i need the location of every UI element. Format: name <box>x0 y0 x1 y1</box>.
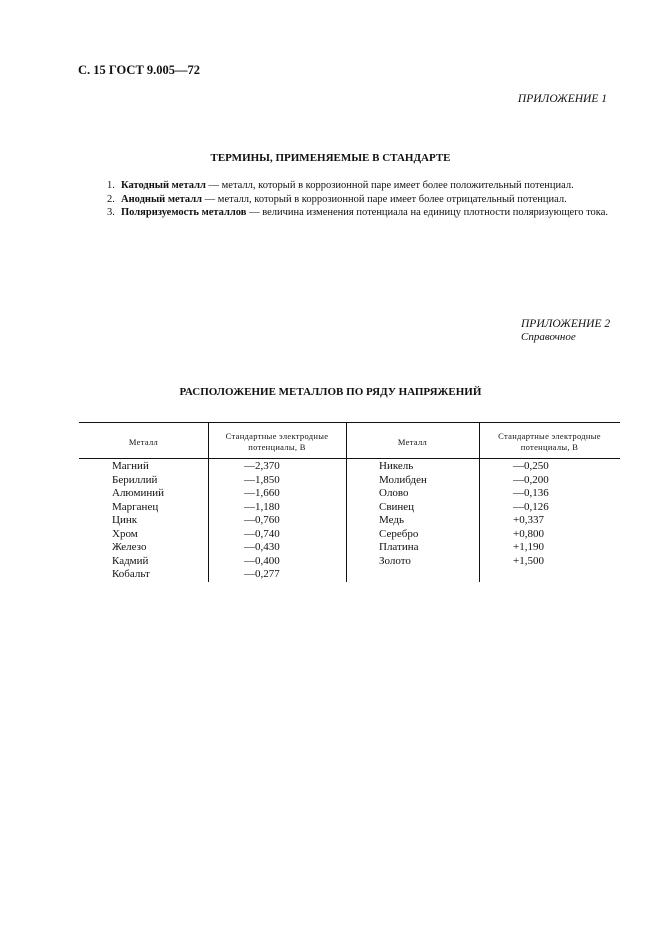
term-number: 1. <box>107 180 115 191</box>
potential-value: —0,136 <box>513 487 549 499</box>
potential-value: —2,370 <box>244 460 280 472</box>
potential-value: +0,337 <box>513 514 544 526</box>
metal-name: Золото <box>379 554 411 567</box>
table-header-rule <box>79 458 620 459</box>
terms-title: ТЕРМИНЫ, ПРИМЕНЯЕМЫЕ В СТАНДАРТЕ <box>210 152 451 164</box>
potential-value: +1,190 <box>513 541 544 553</box>
appendix-2-note: Справочное <box>521 331 576 343</box>
metal-name: Платина <box>379 541 419 553</box>
term-number: 3. <box>107 207 115 218</box>
appendix-2-label: ПРИЛОЖЕНИЕ 2 <box>521 318 611 330</box>
term-number: 2. <box>107 193 115 205</box>
potential-value: —0,760 <box>244 514 280 526</box>
metal-name: Марганец <box>112 500 159 513</box>
metal-name: Кобальт <box>112 568 150 580</box>
potential-value: —0,126 <box>513 500 549 513</box>
potential-value: —0,250 <box>513 460 549 472</box>
appendix-1-label: ПРИЛОЖЕНИЕ 1 <box>517 93 607 105</box>
header-metal-left: Металл <box>128 436 159 447</box>
potential-value: +0,800 <box>513 527 544 540</box>
term-item <box>107 206 608 220</box>
header-potential-left: Стандартные электродные потенциалы, В <box>225 431 329 452</box>
potential-value: —1,180 <box>244 500 280 513</box>
metal-name: Хром <box>112 527 138 540</box>
metal-name: Бериллий <box>112 473 158 486</box>
voltage-series-table <box>79 422 620 582</box>
left-potential-column <box>244 460 280 582</box>
right-potential-column <box>513 460 549 568</box>
metal-name: Серебро <box>379 527 419 540</box>
metal-name: Магний <box>112 460 149 472</box>
term-item <box>107 193 608 207</box>
page-header: С. 15 ГОСТ 9.005—72 <box>78 63 201 77</box>
right-metal-column <box>379 460 427 568</box>
potential-value: —0,740 <box>244 527 280 540</box>
term-name: Катодный металл <box>121 180 206 191</box>
term-name: Поляризуемость металлов <box>121 207 247 218</box>
potential-value: +1,500 <box>513 554 544 567</box>
appendix-2-label-block <box>521 318 610 344</box>
header-metal-right: Металл <box>397 436 428 447</box>
potential-value: —0,277 <box>244 568 280 580</box>
potential-value: —1,660 <box>244 487 280 499</box>
metal-name: Железо <box>112 541 147 553</box>
potential-value: —1,850 <box>244 473 280 486</box>
table-top-rule <box>79 422 620 423</box>
metal-name: Кадмий <box>112 554 149 567</box>
terms-list <box>107 179 608 220</box>
potential-value: —0,400 <box>244 554 280 567</box>
metal-name: Свинец <box>379 500 415 513</box>
voltage-series-title: РАСПОЛОЖЕНИЕ МЕТАЛЛОВ ПО РЯДУ НАПРЯЖЕНИЙ <box>179 386 482 398</box>
metal-name: Цинк <box>112 514 138 526</box>
term-item <box>107 179 608 193</box>
metal-name: Медь <box>379 514 404 526</box>
metal-name: Алюминий <box>112 487 165 499</box>
term-definition: — металл, который в коррозионной паре имеет более положительный потенциал. <box>205 180 574 191</box>
term-definition: — металл, который в коррозионной паре имеет более отрицательный потенциал. <box>202 193 567 205</box>
metal-name: Никель <box>379 460 414 472</box>
header-potential-right: Стандартные электродные потенциалы, В <box>498 431 601 452</box>
left-metal-column <box>112 460 164 582</box>
potential-value: —0,430 <box>244 541 280 553</box>
term-definition: — величина изменения потенциала на единицу плотности поляризующего тока. <box>246 207 609 218</box>
potential-value: —0,200 <box>513 473 549 486</box>
metal-name: Олово <box>379 487 409 499</box>
metal-name: Молибден <box>379 473 427 486</box>
term-name: Анодный металл <box>121 193 203 205</box>
